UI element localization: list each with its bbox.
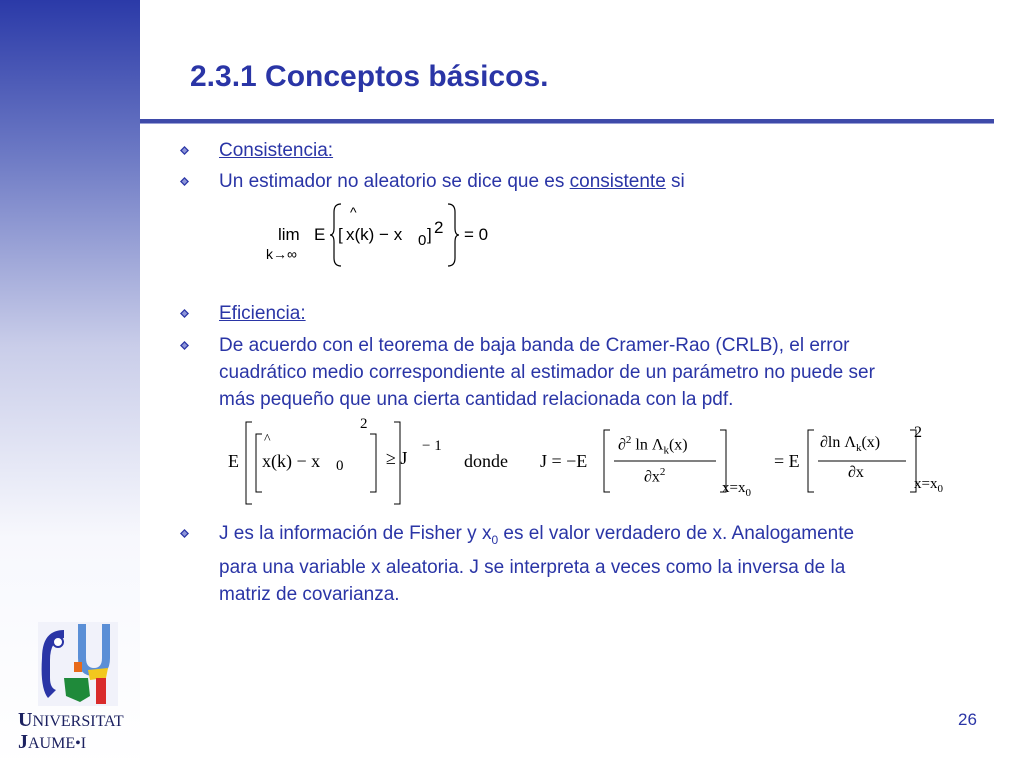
evaluation-point (722, 480, 751, 499)
bullet-crlb-line: De acuerdo con el teorema de baja banda de Cramer-Rao (CRLB), el error (219, 335, 850, 356)
logo-text: NIVERSITAT (32, 713, 124, 730)
ln-lambda: ln Λ (631, 436, 664, 454)
crlb-formula (222, 416, 982, 508)
bullet-fisher-line (219, 520, 1009, 554)
fisher-numerator (618, 434, 688, 457)
diamond-bullet-icon (180, 309, 189, 318)
error-term: x(k) − x (346, 225, 403, 244)
fisher-denominator (644, 466, 665, 486)
page-number: 26 (958, 710, 977, 729)
equals-E: = E (774, 451, 800, 471)
partial-ln-lambda: ∂ln Λ (820, 434, 856, 451)
diamond-bullet-icon (180, 341, 189, 350)
evaluation-point (914, 476, 943, 495)
bullet-crlb (219, 332, 1009, 413)
partial-order: 2 (625, 434, 632, 446)
k-subscript: k (663, 444, 669, 457)
fisher-J: J = −E (540, 451, 588, 471)
logo-line-2 (18, 732, 142, 754)
bullet-text: es el valor verdadero de x. Analogamente (498, 523, 855, 544)
consistency-formula (262, 200, 502, 270)
hat-accent-icon: ^ (350, 204, 357, 220)
bullet-eficiencia: Eficiencia: (219, 303, 306, 324)
bullet-fisher-line: para una variable x aleatoria. J se interpreta a veces como la inversa de la (219, 556, 846, 578)
bullet-fisher (219, 520, 1009, 608)
hat-accent-icon: ^ (264, 432, 271, 447)
expectation-E: E (314, 225, 326, 244)
lim-subscript: k→∞ (266, 246, 297, 262)
slide-title: 2.3.1 Conceptos básicos. (190, 60, 549, 93)
bullet-crlb-line: más pequeño que una cierta cantidad relacionada con la pdf. (219, 389, 734, 410)
partial-x: ∂x (644, 468, 660, 486)
partial-symbol: ∂ (618, 436, 626, 454)
score-exponent: 2 (914, 424, 922, 441)
eval-subscript: 0 (937, 483, 943, 495)
x0-subscript: 0 (418, 232, 427, 249)
right-brace-icon (445, 202, 461, 268)
bullet-text: Un estimador no aleatorio se dice que es (219, 171, 570, 192)
bullet-crlb-line: cuadrático medio correspondiente al estimador de un parámetro no puede ser (219, 362, 875, 383)
error-term: x(k) − x (262, 451, 321, 471)
logo-initial-u: U (18, 709, 33, 731)
score-denominator: ∂x (848, 464, 864, 481)
argument-x: (x) (668, 436, 688, 454)
eval-text: x=x (914, 476, 938, 492)
diamond-bullet-icon (180, 146, 189, 155)
score-numerator (820, 434, 880, 454)
bullet-fisher-line: matriz de covarianza. (219, 583, 400, 605)
lim-text: lim (278, 225, 300, 244)
expectation-E: E (228, 451, 239, 471)
k-subscript: k (855, 442, 862, 455)
denominator-exponent: 2 (659, 466, 666, 478)
bullet-text: J es la información de Fisher y x (219, 523, 492, 544)
bullet-text: si (665, 171, 685, 192)
geq-J: ≥ J (386, 448, 408, 468)
consistente-term: consistente (569, 171, 666, 192)
bullet-consistencia: Consistencia: (219, 140, 334, 161)
eval-text: x=x (722, 480, 746, 496)
eval-subscript: 0 (745, 487, 751, 499)
title-divider (140, 119, 994, 124)
x0-subscript: 0 (491, 532, 499, 547)
argument-x: (x) (861, 434, 881, 451)
donde-text: donde (464, 451, 508, 471)
university-name (18, 710, 142, 754)
open-bracket: [ (338, 225, 343, 244)
logo-line-1 (18, 710, 142, 732)
square-exponent: 2 (360, 416, 368, 432)
logo-initial-j: J (18, 731, 28, 753)
logo-text: AUME•I (28, 735, 87, 752)
bullet-consistente-definition (219, 168, 685, 195)
square-exponent: 2 (434, 218, 444, 237)
equals-zero: = 0 (464, 225, 489, 244)
close-bracket: ] (427, 225, 432, 244)
diamond-bullet-icon (180, 529, 189, 538)
diamond-bullet-icon (180, 177, 189, 186)
x0-subscript: 0 (336, 458, 344, 474)
inverse-exponent: − 1 (422, 438, 442, 454)
